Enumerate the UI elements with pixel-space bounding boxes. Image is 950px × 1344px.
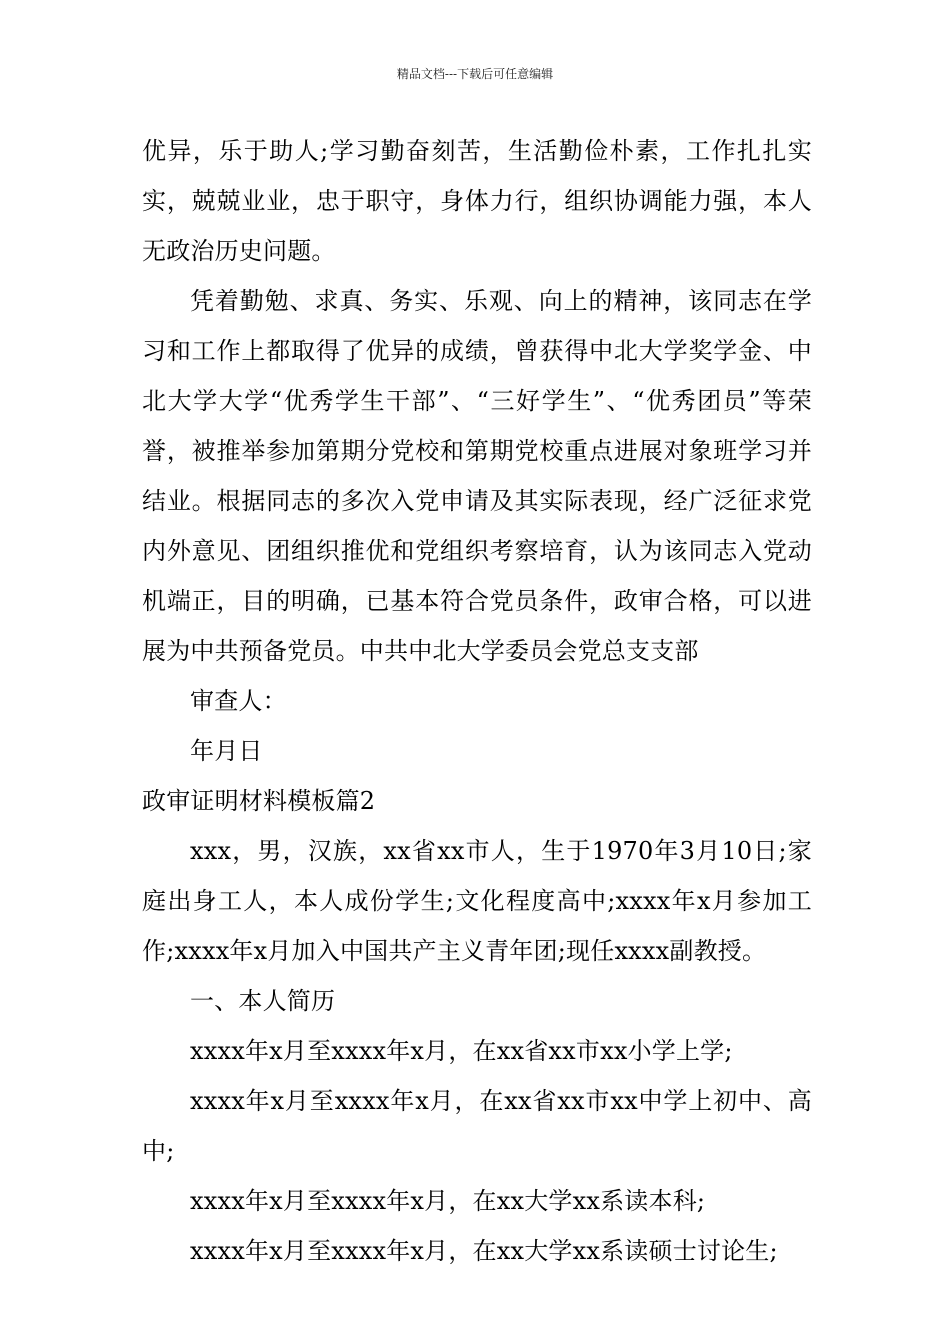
paragraph-continuation: 优异，乐于助人;学习勤奋刻苦，生活勤俭朴素，工作扎扎实实，兢兢业业，忠于职守，身体力行，组织协调能力强，本人无政治历史问题。 [142, 137, 812, 265]
resume-item: xxxx年x月至xxxx年x月，在xx省xx市xx小学上学; [190, 1037, 733, 1065]
date-line: 年月日 [190, 737, 263, 765]
document-body [142, 126, 812, 1276]
paragraph-evaluation: 凭着勤勉、求真、务实、乐观、向上的精神，该同志在学习和工作上都取得了优异的成绩，曾获得中北大学奖学金、中北大学大学“优秀学生干部”、“三好学生”、“优秀团员”等荣誉，被推举参加第期分党校和第期党校重点进展对象班学习并结业。根据同志的多次入党申请及其实际表现，经广泛征求党内外意见、团组织推优和党组织考察培育，认为该同志入党动机端正，目的明确，已基本符合党员条件，政审合格，可以进展为中共预备党员。中共中北大学委员会党总支支部 [142, 287, 812, 665]
section-title: 政审证明材料模板篇2 [142, 787, 376, 815]
paragraph-personal-info: xxx，男，汉族，xx省xx市人，生于1970年3月10日;家庭出身工人，本人成份学生;文化程度高中;xxxx年x月参加工作;xxxx年x月加入中国共产主义青年团;现任xxxx副教授。 [142, 837, 812, 965]
resume-item: xxxx年x月至xxxx年x月，在xx大学xx系读本科; [190, 1187, 706, 1215]
subheading-resume: 一、本人简历 [190, 987, 336, 1015]
resume-item: xxxx年x月至xxxx年x月，在xx省xx市xx中学上初中、高中; [142, 1087, 812, 1165]
reviewer-line: 审查人： [190, 687, 287, 715]
resume-item: xxxx年x月至xxxx年x月，在xx大学xx系读硕士讨论生; [190, 1237, 778, 1265]
page-header: 精品文档---下载后可任意编辑 [396, 67, 554, 81]
